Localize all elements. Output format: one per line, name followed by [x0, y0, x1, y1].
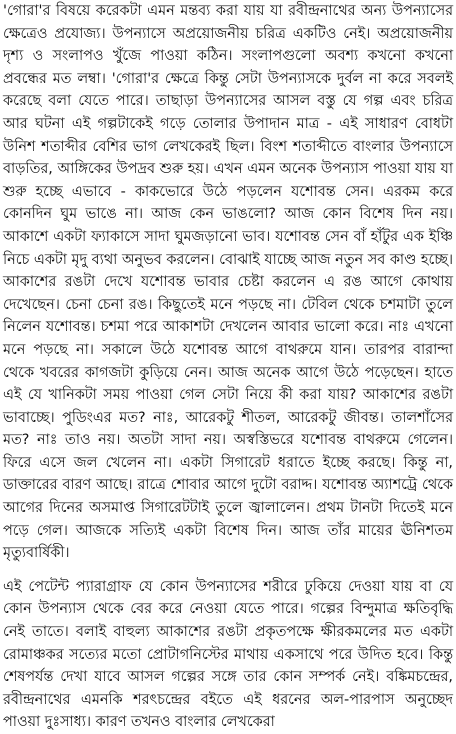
paragraph: এই পেটেন্ট প্যারাগ্রাফ যে কোন উপন্যাসের শরীরে ঢুকিয়ে দেওয়া যায় বা যে কোন উপন্যাস থেকে বের করে নেওয়া যেতে পারে। গল্পের বিন্দুমাত্র ক্ষতিবৃদ্ধি নেই তাতে। বলাই বাহুল্য আকাশের রঙটা প্রকৃতপক্ষে ক্ষীরকমলের মত একটা রোমাঞ্চকর সত্যের মতো প্রোটাগনিস্টের মাথায় একসাথে পরে উদিত হবে। কিন্তু শেষপর্যন্ত দেখা যাবে আসল গল্পের সঙ্গে তার কোন সম্পর্ক নেই। বঙ্কিমচন্দ্রের, রবীন্দ্রনাথের এমনকি শরৎচন্দ্রের বইতে এই ধরনের অল-পারপাস অনুচ্ছেদ পাওয়া দুঃসাধ্য। কারণ তখনও বাংলার লেখকেরা	[3, 578, 453, 731]
document-page	[3, 0, 453, 731]
paragraph: 'গোরা'র বিষয়ে করেকটা এমন মন্তব্য করা যায় যা রবীন্দ্রনাথের অন্য উপন্যাসের ক্ষেত্রেও প্রযোজ্য। উপন্যাসে অপ্রয়োজনীয় চরিত্র একটিও নেই। অপ্রয়োজনীয় দৃশ্য ও সংলাপও খুঁজে পাওয়া কঠিন। সংলাপগুলো অবশ্য কখনো কখনো প্রবন্ধের মত লম্বা। 'গোরা'র ক্ষেত্রে কিন্তু সেটা উপন্যাসকে দুর্বল না করে সবলই করেছে বলা যেতে পারে। তাছাড়া উপন্যাসের আসল বস্তু যে গল্প এবং চরিত্র আর ঘটনা এই গল্পটাকেই গড়ে তোলার উপাদান মাত্র - এই সাধারণ বোধটা উনিশ শতাব্দীর বেশির ভাগ লেখকেরই ছিল। বিংশ শতাব্দীতে বাংলার উপন্যাসে বাড়তির, আঙ্গিকের উপদ্রব শুরু হয়। এখন এমন অনেক উপন্যাস পাওয়া যায় যা শুরু হচ্ছে এভাবে - কাকভোরে উঠে পড়লেন যশোবন্ত সেন। এরকম করে কোনদিন ঘুম ভাঙে না। আজ কেন ভাঙলো? আজ কোন বিশেষ দিন নয়। আকাশে একটা ফ্যাকাসে সাদা ঘুমজড়ানো ভাব। যশোবন্ত সেন বাঁ হাঁটুর এক ইঞ্চি নিচে একটা মৃদু ব্যথা অনুভব করলেন। বোঝাই যাচ্ছে আজ নতুন সব কাণ্ড হচ্ছে। আকাশের রঙটা দেখে যশোবন্ত ভাবার চেষ্টা করলেন এ রঙ আগে কোথায় দেখেছেন। চেনা চেনা রঙ। কিছুতেই মনে পড়ছে না। টেবিল থেকে চশমাটা তুলে নিলেন যশোবন্ত। চশমা পরে আকাশটা দেখলেন আবার ভালো করে। নাঃ এখনো মনে পড়ছে না। সকালে উঠে যশোবন্ত আগে বাথরুমে যান। তারপর বারান্দা থেকে খবরের কাগজটা কুড়িয়ে নেন। আজ অনেক আগে উঠে পড়েছেন। হাতে এই যে খানিকটা সময় পাওয়া গেল সেটা নিয়ে কী করা যায়? আকাশের রঙটা ভাবাচ্ছে। পুডিংএর মত? নাঃ, আরেকটু শীতল, আরেকটু জীবন্ত। তালশাঁসের মত? নাঃ তাও নয়। অতটা সাদা নয়। অস্বস্তিভরে যশোবন্ত বাথরুমে গেলেন। ফিরে এসে জল খেলেন না। একটা সিগারেট ধরাতে ইচ্ছে করছে। কিন্তু না, ডাক্তারের বারণ আছে। রাত্রে শোবার আগে দুটো বরাদ্দ। যশোবন্ত অ্যাশট্রে থেকে আগের দিনের অসমাপ্ত সিগারেটটাই তুলে জ্বালালেন। প্রথম টানটা দিতেই মনে পড়ে গেল। আজকে সত্যিই একটা বিশেষ দিন। আজ তাঁর মায়ের ঊনিশতম মৃত্যুবার্ষিকী।	[3, 3, 453, 562]
